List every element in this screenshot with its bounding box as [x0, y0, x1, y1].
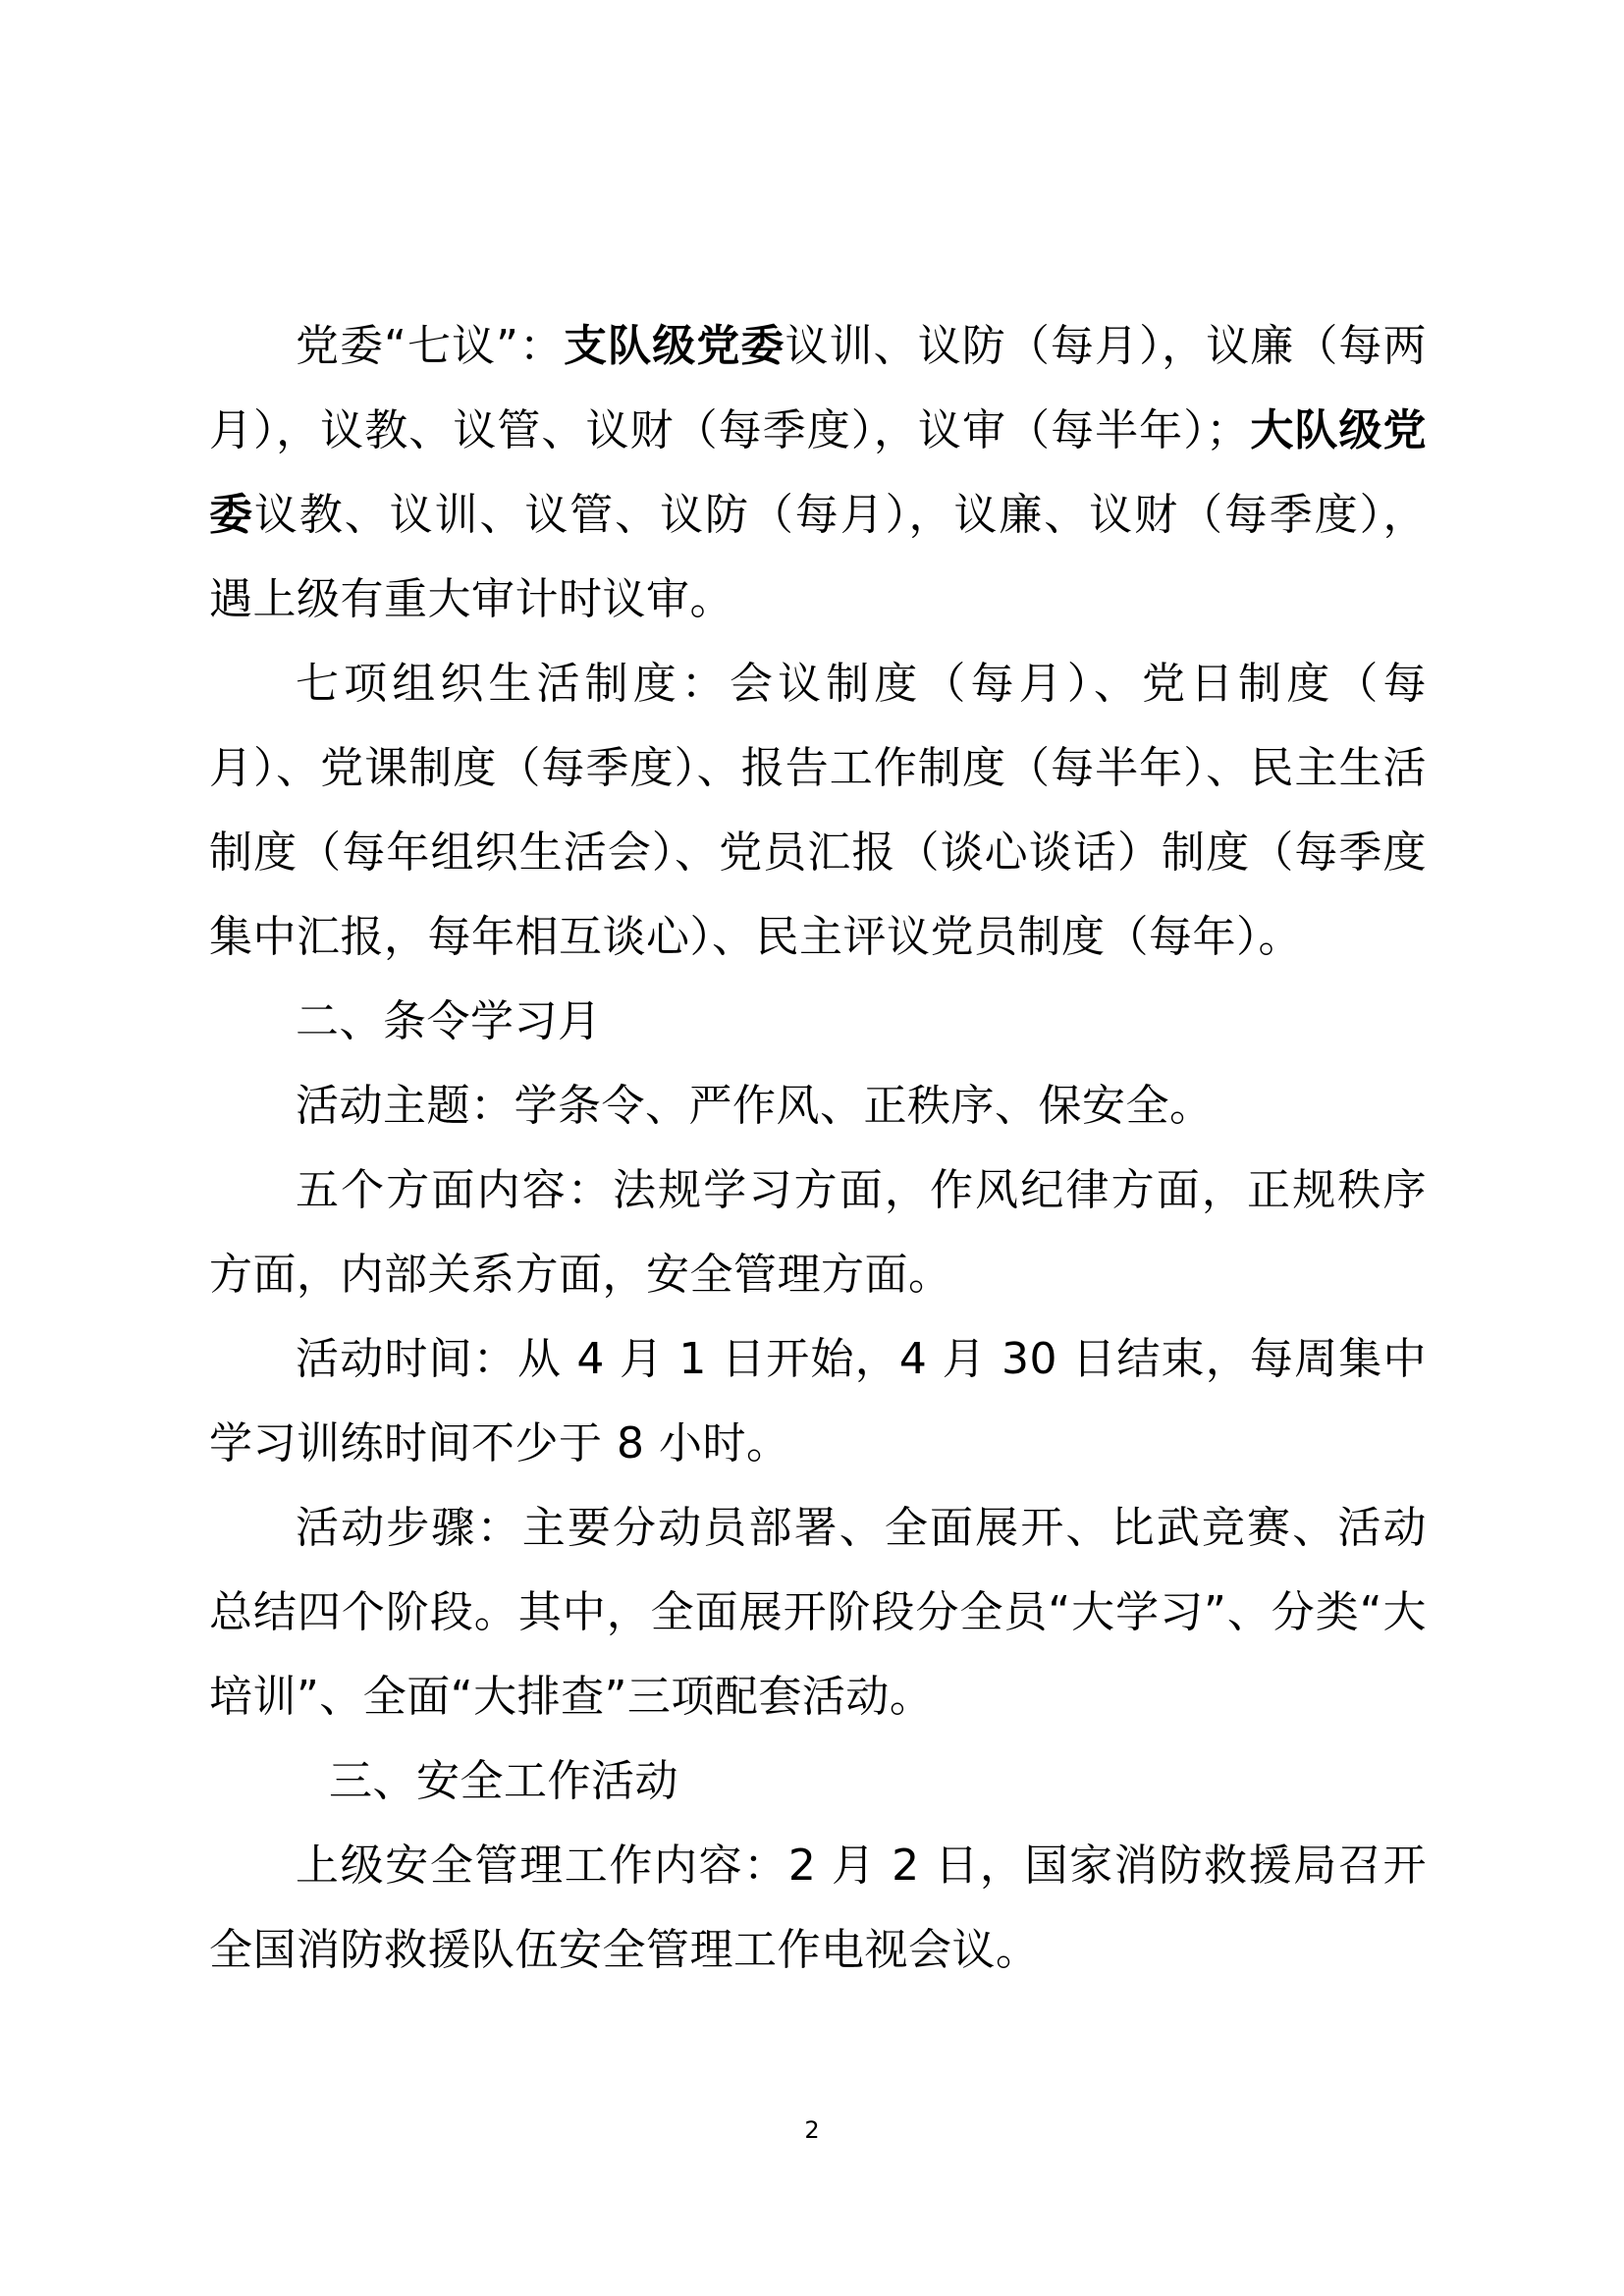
text-segment: 二、条令学习月: [296, 996, 602, 1046]
page-number: 2: [804, 2116, 820, 2144]
section-heading-safety-work: [209, 1739, 1427, 1824]
paragraph-party-committee-seven-topics: [209, 304, 1427, 642]
text-segment: 五个方面内容：法规学习方面，作风纪律方面，正规秩序方面，内部关系方面，安全管理方面。: [209, 1165, 1427, 1300]
document-body: [209, 304, 1427, 1993]
text-segment: 活动时间：从 4 月 1 日开始，4 月 30 日结束，每周集中学习训练时间不少于 8 小时。: [209, 1334, 1427, 1468]
section-heading-regulations-month: [209, 980, 1427, 1064]
paragraph-organization-life-system: [209, 642, 1427, 980]
paragraph-activity-time: [209, 1317, 1427, 1486]
text-segment: 上级安全管理工作内容：2 月 2 日，国家消防救援局召开全国消防救援队伍安全管理工作电视会议。: [209, 1841, 1427, 1975]
text-segment: 三、安全工作活动: [329, 1756, 678, 1806]
text-segment: 活动主题：学条令、严作风、正秩序、保安全。: [296, 1081, 1214, 1131]
text-segment: 党委“七议”：: [296, 321, 565, 371]
text-segment: 七项组织生活制度：会议制度（每月）、党日制度（每月）、党课制度（每季度）、报告工作制度（每半年）、民主生活制度（每年组织生活会）、党员汇报（谈心谈话）制度（每季度集中汇报，每年相互谈心）、民主评议党员制度（每年）。: [209, 659, 1427, 962]
text-segment: 活动步骤：主要分动员部署、全面展开、比武竞赛、活动总结四个阶段。其中，全面展开阶段分全员“大学习”、分类“大培训”、全面“大排查”三项配套活动。: [209, 1503, 1427, 1722]
bold-text-segment: 大队级党委: [209, 405, 1428, 540]
text-segment: 议教、议训、议管、议防（每月），议廉、议财（每季度），遇上级有重大审计时议审。: [209, 490, 1428, 624]
bold-text-segment: 支队级党委: [564, 321, 785, 371]
paragraph-activity-steps: [209, 1486, 1427, 1739]
paragraph-safety-management-content: [209, 1824, 1427, 1993]
paragraph-five-aspects: [209, 1148, 1427, 1317]
paragraph-activity-theme: [209, 1064, 1427, 1148]
text-segment: 议训、议防（每月），议廉（每两月），议教、议管、议财（每季度），议审（每半年）；: [209, 321, 1428, 455]
